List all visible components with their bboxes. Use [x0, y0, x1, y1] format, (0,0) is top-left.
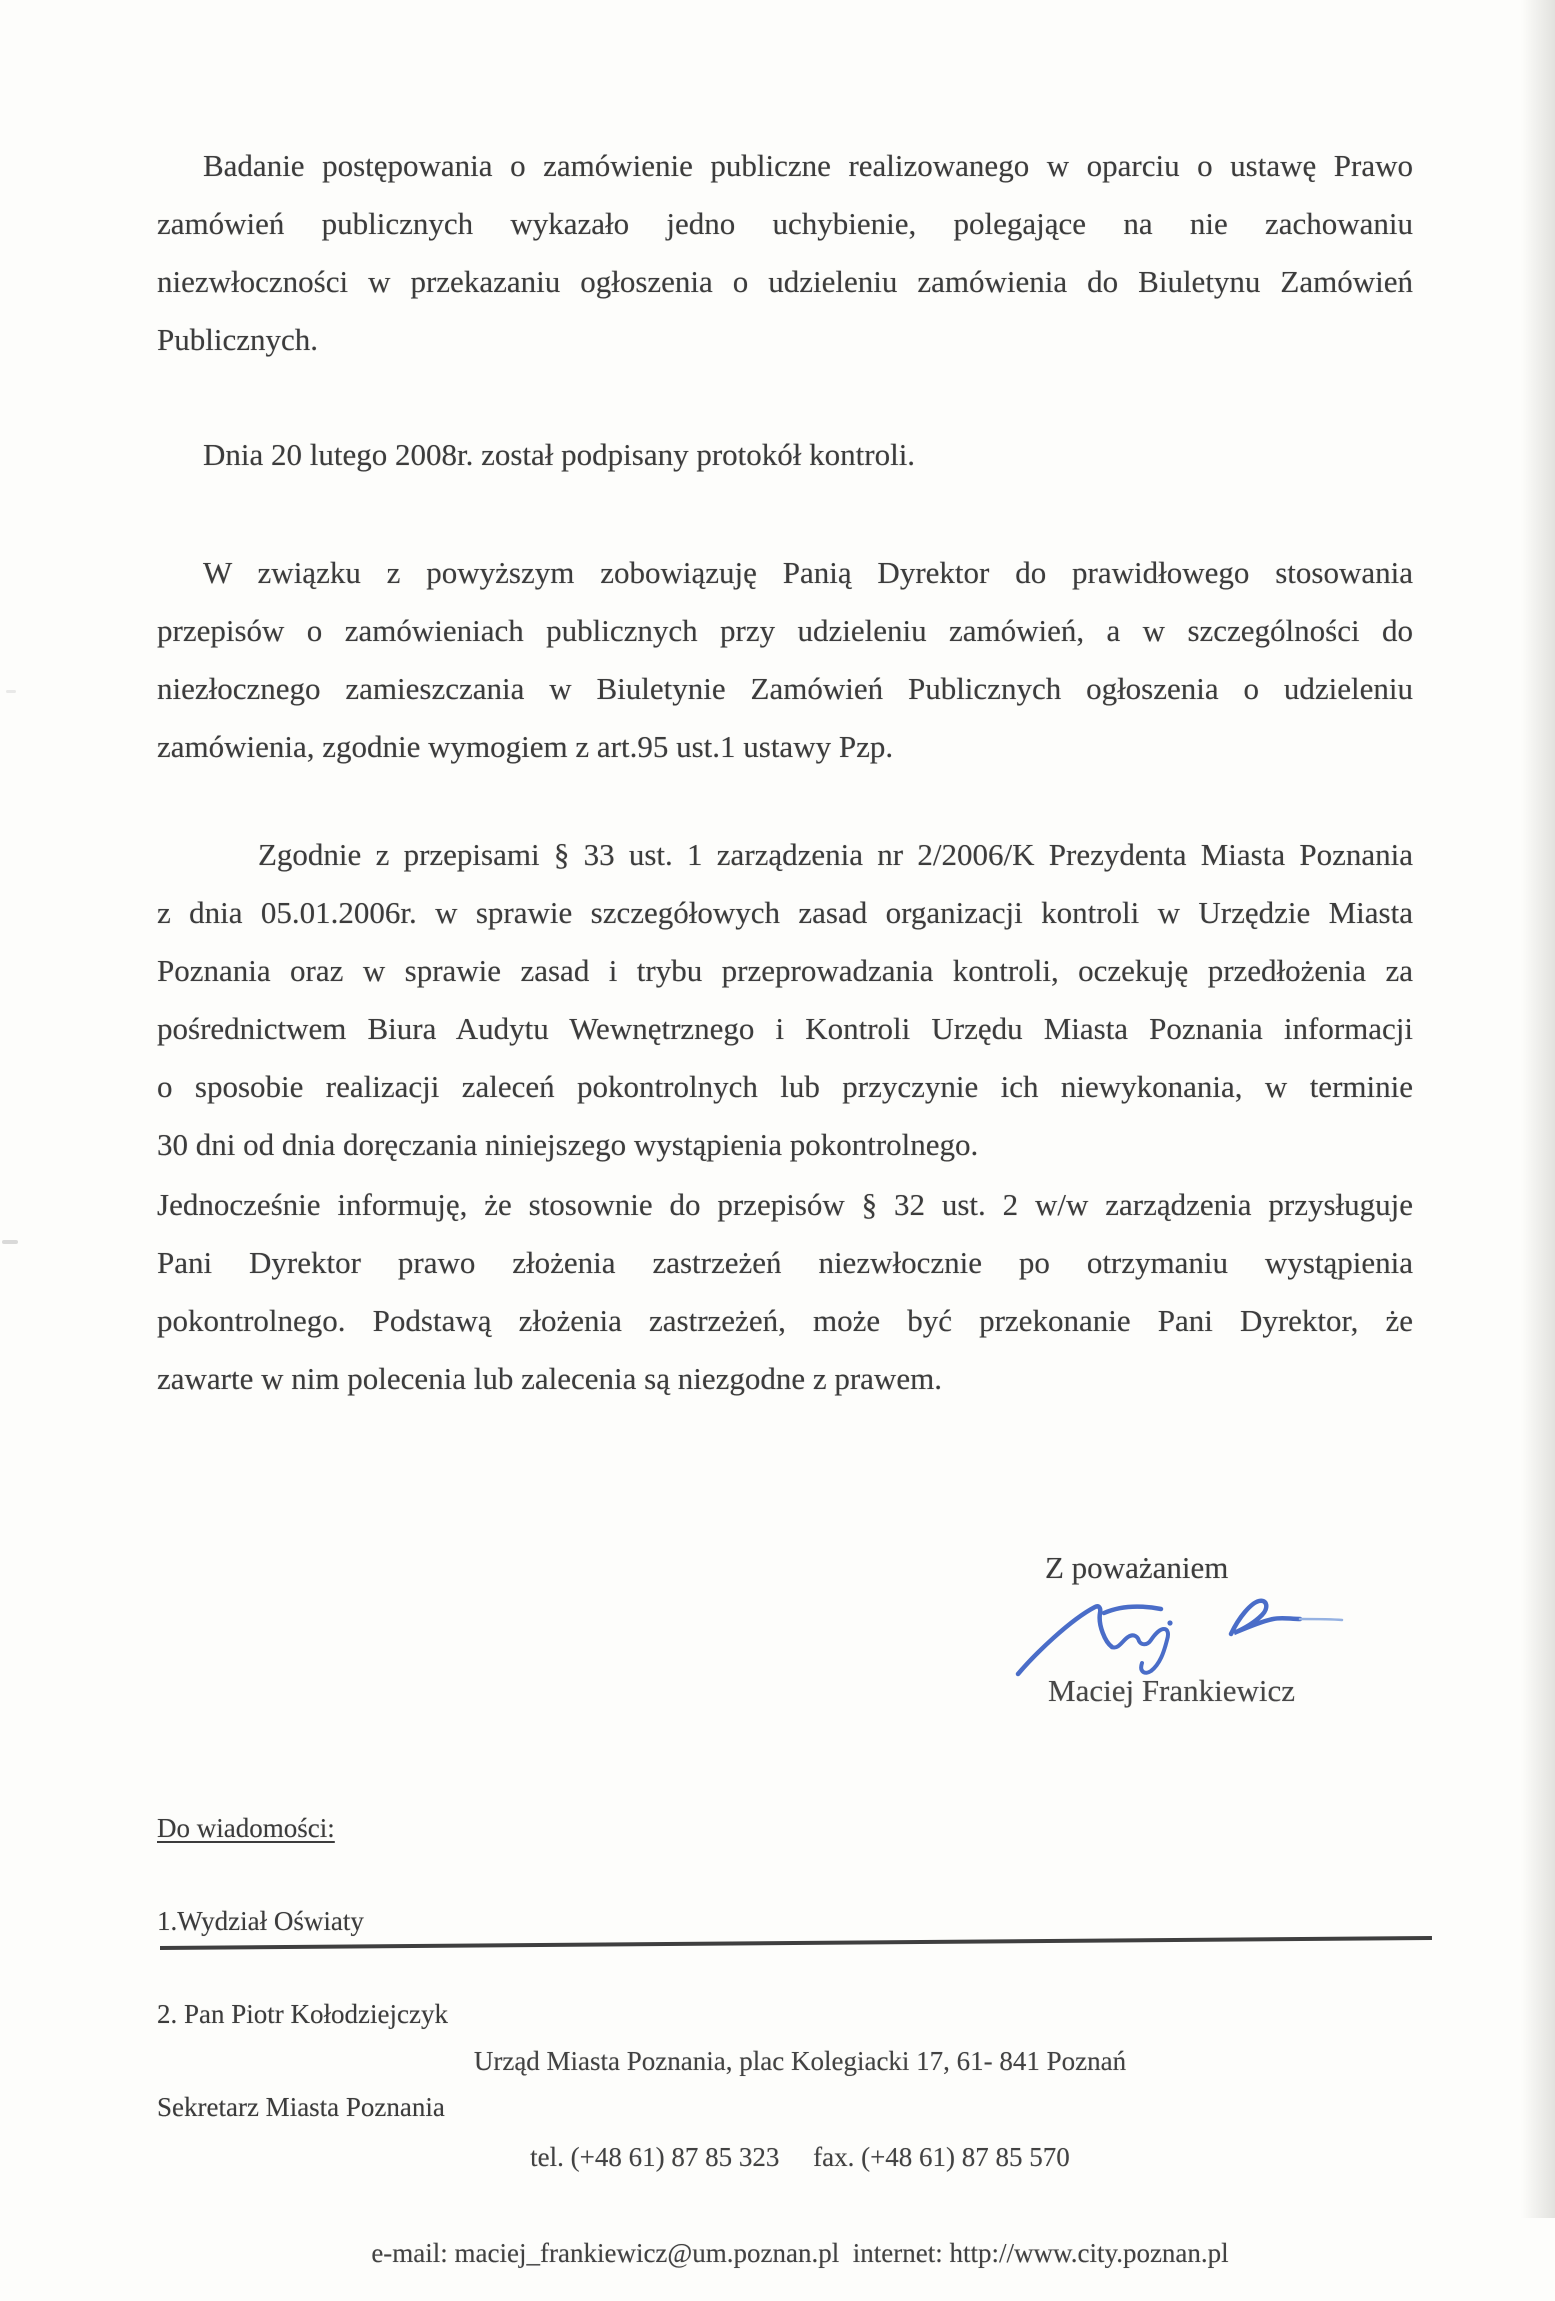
- footer-address: Urząd Miasta Poznania, plac Kolegiacki 17, 61- 841 Poznań: [473, 2046, 1127, 2076]
- text-line: niezwłoczności w przekazaniu ogłoszenia o udzieleniu zamówienia do Biuletynu Zamówień: [157, 264, 1413, 299]
- paragraph-findings: [157, 137, 1413, 369]
- footer-phone-fax: tel. (+48 61) 87 85 323 fax. (+48 61) 87 85 570: [530, 2142, 1070, 2172]
- closing-salutation: Z poważaniem: [1045, 1550, 1229, 1585]
- text-line: z dnia 05.01.2006r. w sprawie szczegółowych zasad organizacji kontroli w Urzędzie Miasta: [157, 895, 1413, 930]
- distribution-item-role: Sekretarz Miasta Poznania: [157, 2092, 445, 2122]
- text-line: Publicznych.: [157, 322, 318, 357]
- text-line: Badanie postępowania o zamówienie publiczne realizowanego w oparciu o ustawę Prawo: [203, 148, 1413, 183]
- text-line: pokontrolnego. Podstawą złożenia zastrzeżeń, może być przekonanie Pani Dyrektor, że: [157, 1303, 1413, 1338]
- scan-edge-shadow: [1521, 0, 1555, 2218]
- distribution-item: 2. Pan Piotr Kołodziejczyk: [157, 1999, 448, 2029]
- footer-contact-block: [170, 1981, 1430, 2301]
- text-line: Poznania oraz w sprawie zasad i trybu przeprowadzania kontroli, oczekuję przedłożenia za: [157, 953, 1413, 988]
- text-line: zamówienia, zgodnie wymogiem z art.95 ust.1 ustawy Pzp.: [157, 729, 894, 764]
- scan-speck: [2, 1240, 18, 1244]
- text-line: Jednocześnie informuję, że stosownie do przepisów § 32 ust. 2 w/w zarządzenia przysługuje: [157, 1187, 1413, 1222]
- distribution-heading: Do wiadomości:: [157, 1813, 335, 1843]
- text-line: Zgodnie z przepisami § 33 ust. 1 zarządzenia nr 2/2006/K Prezydenta Miasta Poznania: [258, 837, 1413, 872]
- text-line: niezłocznego zamieszczania w Biuletynie Zamówień Publicznych ogłoszenia o udzieleniu: [157, 671, 1413, 706]
- text-line: zamówień publicznych wykazało jedno uchybienie, polegające na nie zachowaniu: [157, 206, 1413, 241]
- scan-speck: [6, 690, 16, 693]
- signer-name: Maciej Frankiewicz: [1048, 1673, 1296, 1708]
- footer-email-web: e-mail: maciej_frankiewicz@um.poznan.pl internet: http://www.city.poznan.pl: [371, 2238, 1229, 2268]
- text-line: zawarte w nim polecenia lub zalecenia są niezgodne z prawem.: [157, 1361, 942, 1396]
- text-line: pośrednictwem Biura Audytu Wewnętrznego i Kontroli Urzędu Miasta Poznania informacji: [157, 1011, 1413, 1046]
- paragraph-objections: [157, 1176, 1413, 1408]
- text-line: o sposobie realizacji zaleceń pokontrolnych lub przyczynie ich niewykonania, w terminie: [157, 1069, 1413, 1104]
- distribution-item: 1.Wydział Oświaty: [157, 1906, 364, 1936]
- text-line: przepisów o zamówieniach publicznych przy udzieleniu zamówień, a w szczególności do: [157, 613, 1413, 648]
- text-line: 30 dni od dnia doręczania niniejszego wystąpienia pokontrolnego.: [157, 1127, 979, 1162]
- text-line: W związku z powyższym zobowiązuję Panią Dyrektor do prawidłowego stosowania: [203, 555, 1413, 590]
- paragraph-legal-basis: [157, 826, 1413, 1174]
- paragraph-protocol-date: [157, 426, 1413, 484]
- paragraph-obligation: [157, 544, 1413, 776]
- text-line: Pani Dyrektor prawo złożenia zastrzeżeń niezwłocznie po otrzymaniu wystąpienia: [157, 1245, 1413, 1280]
- text-line: Dnia 20 lutego 2008r. został podpisany protokół kontroli.: [203, 437, 916, 472]
